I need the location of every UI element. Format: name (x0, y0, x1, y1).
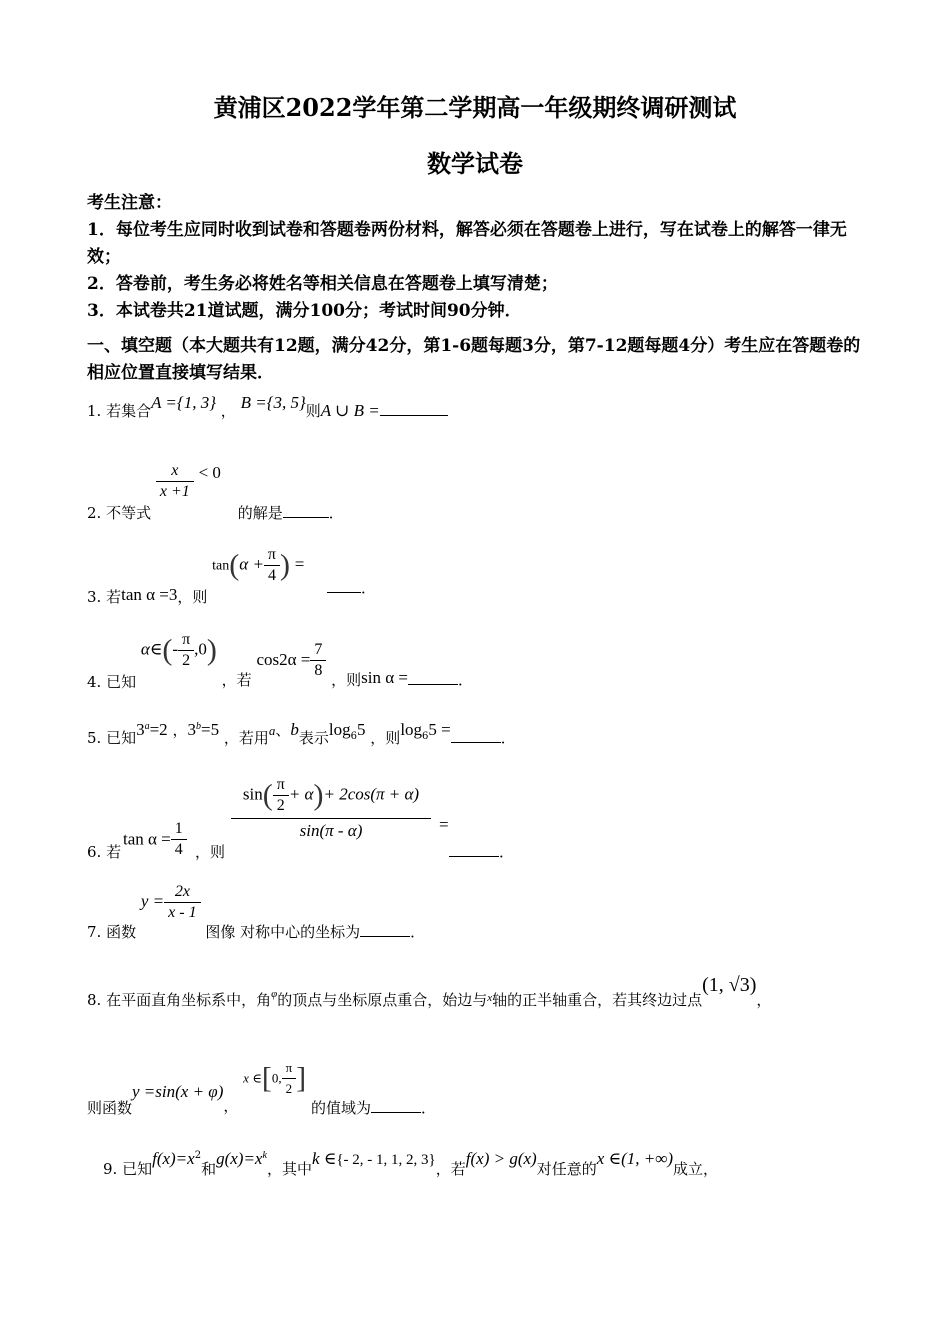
answer-blank-7[interactable] (360, 922, 410, 937)
answer-blank-8[interactable] (371, 1098, 421, 1113)
question-2: 2. 不等式 $\frac{x}{x +1}$ < 0 的解是 ． (87, 462, 344, 522)
fraction: $\frac{x}{x +1}$ (156, 461, 194, 502)
question-4: 4. 已知 α∈(- $\frac{\pi}{2}$ ,0) ，若 cos2α = $\frac{7}{8}$ ，则sin α = ． (87, 631, 474, 691)
notice-item-2: 2．答卷前，考生务必将姓名等相关信息在答题卷上填写清楚； (87, 274, 558, 294)
question-3: 3. 若tan α =3，则 tan(α + $\frac{\pi}{4}$ ) = ． (87, 546, 377, 606)
question-8: 8. 在平面直角坐标系中，角$^\varphi$的顶点与坐标原点重合，始边与$^x$轴的正半轴重合，若其终边过点(1, √3)， (87, 974, 772, 1009)
answer-blank-2[interactable] (283, 503, 329, 518)
section-heading: 一、填空题（本大题共有12题，满分42分，第1-6题每题3分，第7-12题每题4分）考生应在答题卷的相应位置直接填写结果． (87, 336, 861, 383)
exam-page: 黄浦区2022学年第二学期高一年级期终调研测试 数学试卷 考生注意： 1．每位考生应同时收到试卷和答题卷两份材料，解答必须在答题卷上进行，写在试卷上的解答一律无效； 2．答卷前，考生务必将姓名等相关信息在答题卷上填写清楚； 3．本试卷共21道试题，满分100分；考试时间90分钟． 一、填空题（本大题共有12题，满分42分，第1-6题每题3分，第7-12题每题4分）考生应在答题卷的相应位置直接填写结果． 1. 若集合A ={1, 3} ， B ={3, 5}则A ∪ B = 2. 不等式 $\frac{x}{x +1}$ < 0 的解是 ． 3. 若tan α =3，则 tan(α + $\frac{\pi}{4}$ ) = ． 4. 已知 α∈(- $\frac{\pi}{2}$ ,0) ，若 cos2α = $\frac{7}{8}$ ，则sin α = ． 5. 已知$3^a=2$ ，$3^b=5$ ，若用a、b表示$\log_65$ ，则$\log_65$ = ． 6. 若 tan α = $\frac{1}{4}$ ，则 sin( $\frac{\pi}{2}$ + α)+ 2cos(π + α) sin(π - α) = ． 7. 函数 y = $\frac{2x}{x - 1}$ 图像 对称中心的坐标为 ． 8. 在平面直角坐标系中，角$^\varphi$的顶点与坐标原点重合，始边与$^x$轴的正半轴重合，若其终边过点(1, √3)， 则函数y =sin(x + φ)， x ∈[0, $\frac{\pi}{2}$ ] 的值域为 ． 9. 已知$f(x)=x^2$和$g(x)=x^k$，其中k ∈{- 2, - 1, 1, 2, 3}，若f(x) > g(x)对任意的x ∈(1, +∞)成立， (0, 0, 950, 1344)
notice-heading: 考生注意： (87, 193, 172, 213)
answer-blank-3[interactable] (327, 578, 361, 593)
exam-title: 黄浦区2022学年第二学期高一年级期终调研测试 (213, 93, 737, 122)
answer-blank-5[interactable] (451, 728, 501, 743)
question-8-line-2: 则函数y =sin(x + φ)， x ∈[0, $\frac{\pi}{2}$ ] 的值域为 ． (87, 1060, 436, 1117)
answer-blank-6[interactable] (449, 842, 499, 857)
answer-blank-1[interactable] (380, 401, 448, 416)
question-9: 9. 已知$f(x)=x^2$和$g(x)=x^k$，其中k ∈{- 2, - 1, 1, 2, 3}，若f(x) > g(x)对任意的x ∈(1, +∞)成立， (103, 1149, 719, 1178)
answer-blank-4[interactable] (408, 670, 458, 685)
question-5: 5. 已知$3^a=2$ ，$3^b=5$ ，若用a、b表示$\log_65$ ，则$\log_65$ = ． (87, 720, 516, 747)
notice-item-3: 3．本试卷共21道试题，满分100分；考试时间90分钟． (87, 301, 522, 321)
exam-subtitle: 数学试卷 (427, 149, 523, 178)
fraction-expression: sin( $\frac{\pi}{2}$ + α)+ 2cos(π + α) sin(π - α) (231, 775, 431, 841)
question-1: 1. 若集合A ={1, 3} ， B ={3, 5}则A ∪ B = (87, 400, 448, 421)
question-7: 7. 函数 y = $\frac{2x}{x - 1}$ 图像 对称中心的坐标为 ． (87, 883, 426, 941)
notice-item-1: 1．每位考生应同时收到试卷和答题卷两份材料，解答必须在答题卷上进行，写在试卷上的解答一律无效； (87, 220, 847, 267)
